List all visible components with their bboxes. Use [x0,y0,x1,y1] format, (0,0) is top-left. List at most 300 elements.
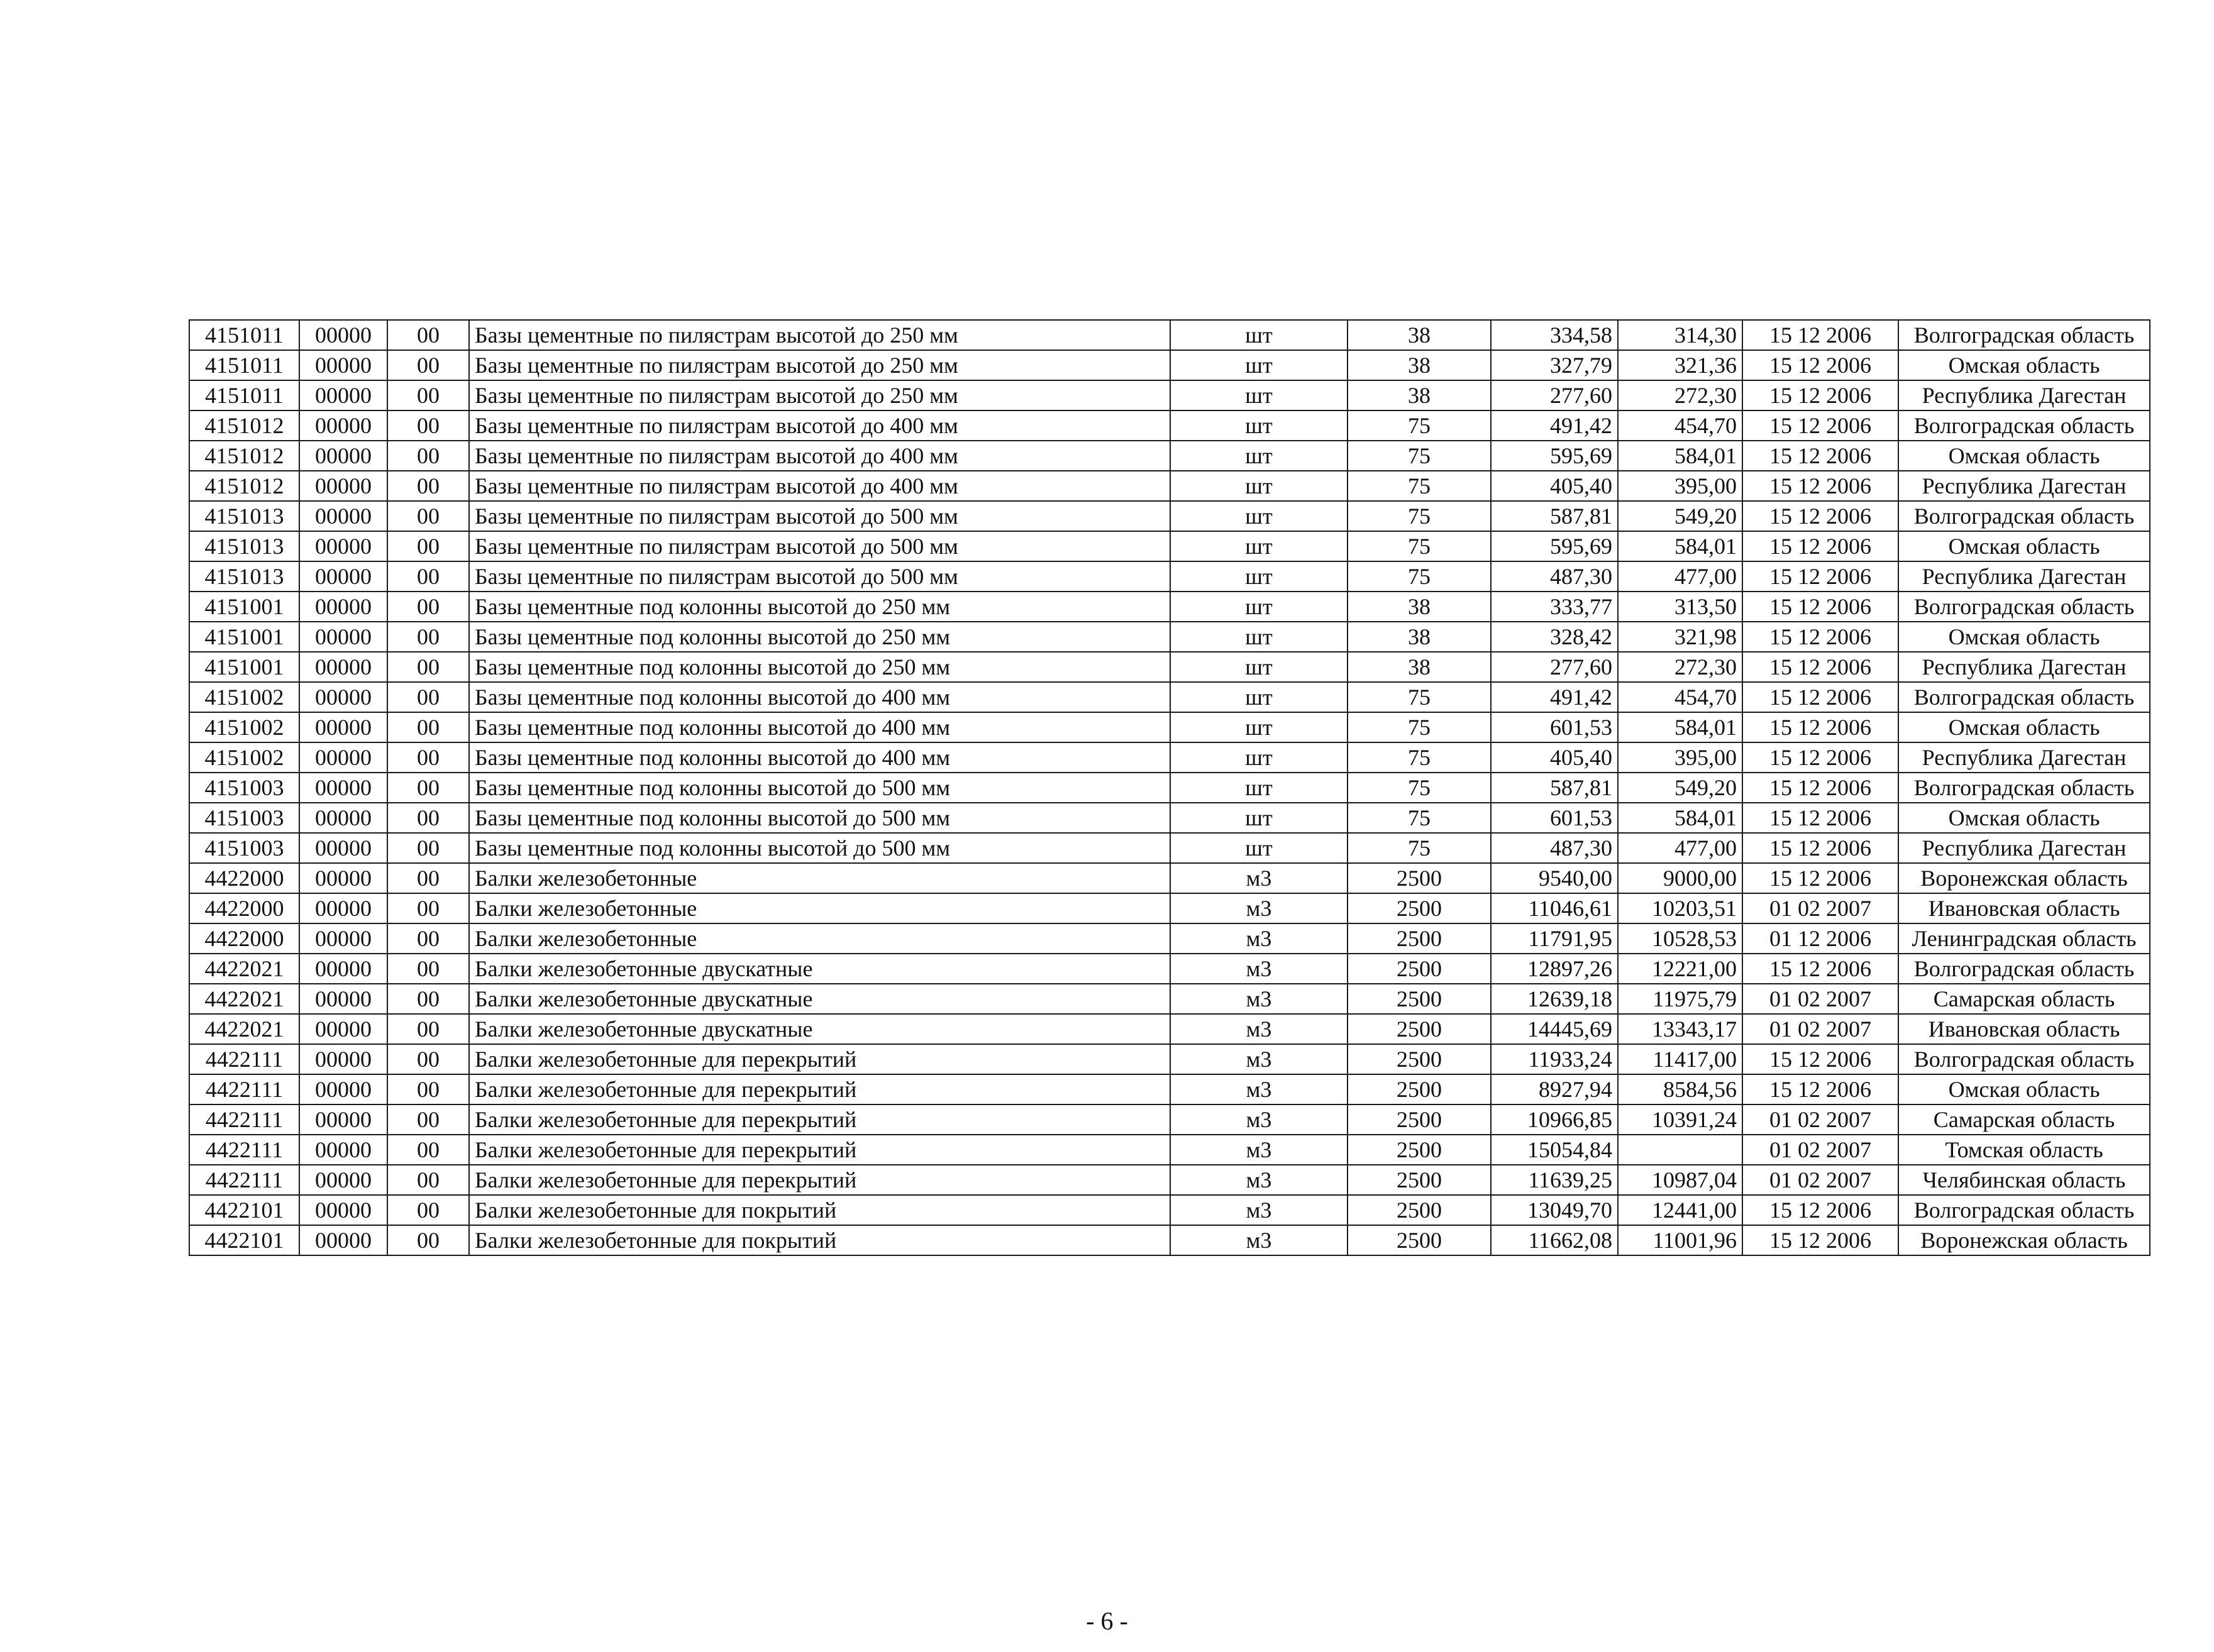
table-row [189,863,2150,893]
quantity-cell: 75 [1348,712,1491,742]
quantity-cell: 2500 [1348,1195,1491,1225]
item-code-cell: 4151012 [189,441,299,471]
price-without-vat-cell: 9000,00 [1618,863,1742,893]
table-row [189,923,2150,954]
region-cell: Самарская область [1898,984,2150,1014]
price-without-vat-cell: 584,01 [1618,712,1742,742]
date-cell: 15 12 2006 [1742,410,1898,441]
sub-code-cell: 00000 [299,984,387,1014]
price-without-vat-cell: 584,01 [1618,803,1742,833]
product-name-cell: Базы цементные по пилястрам высотой до 250 мм [469,350,1170,380]
variant-code-cell: 00 [387,773,469,803]
quantity-cell: 2500 [1348,1044,1491,1074]
quantity-cell: 38 [1348,652,1491,682]
unit-cell: шт [1170,501,1348,531]
product-name-cell: Балки железобетонные для перекрытий [469,1165,1170,1195]
price-with-vat-cell: 595,69 [1491,441,1618,471]
sub-code-cell: 00000 [299,1165,387,1195]
date-cell: 15 12 2006 [1742,320,1898,350]
price-with-vat-cell: 601,53 [1491,803,1618,833]
item-code-cell: 4151011 [189,380,299,410]
region-cell: Омская область [1898,712,2150,742]
unit-cell: шт [1170,471,1348,501]
product-name-cell: Базы цементные под колонны высотой до 500 мм [469,773,1170,803]
price-with-vat-cell: 12897,26 [1491,954,1618,984]
price-without-vat-cell: 11975,79 [1618,984,1742,1014]
quantity-cell: 75 [1348,471,1491,501]
table-row [189,1225,2150,1255]
date-cell: 15 12 2006 [1742,501,1898,531]
price-without-vat-cell: 11001,96 [1618,1225,1742,1255]
unit-cell: шт [1170,531,1348,561]
item-code-cell: 4151013 [189,531,299,561]
item-code-cell: 4151001 [189,622,299,652]
variant-code-cell: 00 [387,1104,469,1135]
table-row [189,592,2150,622]
variant-code-cell: 00 [387,531,469,561]
region-cell: Ленинградская область [1898,923,2150,954]
quantity-cell: 38 [1348,380,1491,410]
quantity-cell: 2500 [1348,1014,1491,1044]
quantity-cell: 38 [1348,350,1491,380]
table-row [189,380,2150,410]
quantity-cell: 75 [1348,742,1491,773]
price-table [189,319,2150,1256]
unit-cell: шт [1170,712,1348,742]
region-cell: Волгоградская область [1898,501,2150,531]
sub-code-cell: 00000 [299,803,387,833]
sub-code-cell: 00000 [299,1014,387,1044]
price-without-vat-cell: 454,70 [1618,410,1742,441]
unit-cell: м3 [1170,1044,1348,1074]
item-code-cell: 4422000 [189,893,299,923]
table-row [189,652,2150,682]
quantity-cell: 38 [1348,320,1491,350]
unit-cell: шт [1170,773,1348,803]
price-with-vat-cell: 12639,18 [1491,984,1618,1014]
item-code-cell: 4151003 [189,773,299,803]
item-code-cell: 4422000 [189,923,299,954]
price-without-vat-cell: 584,01 [1618,441,1742,471]
variant-code-cell: 00 [387,1165,469,1195]
product-name-cell: Балки железобетонные двускатные [469,984,1170,1014]
product-name-cell: Балки железобетонные для покрытий [469,1195,1170,1225]
price-with-vat-cell: 491,42 [1491,682,1618,712]
product-name-cell: Балки железобетонные для покрытий [469,1225,1170,1255]
item-code-cell: 4151011 [189,320,299,350]
unit-cell: м3 [1170,1104,1348,1135]
price-with-vat-cell: 405,40 [1491,742,1618,773]
item-code-cell: 4151002 [189,712,299,742]
region-cell: Томская область [1898,1135,2150,1165]
sub-code-cell: 00000 [299,863,387,893]
region-cell: Республика Дагестан [1898,471,2150,501]
region-cell: Омская область [1898,1074,2150,1104]
quantity-cell: 75 [1348,501,1491,531]
quantity-cell: 75 [1348,682,1491,712]
date-cell: 15 12 2006 [1742,561,1898,592]
variant-code-cell: 00 [387,712,469,742]
product-name-cell: Базы цементные по пилястрам высотой до 500 мм [469,561,1170,592]
variant-code-cell: 00 [387,984,469,1014]
quantity-cell: 2500 [1348,954,1491,984]
price-with-vat-cell: 11791,95 [1491,923,1618,954]
price-with-vat-cell: 587,81 [1491,501,1618,531]
table-row [189,1165,2150,1195]
sub-code-cell: 00000 [299,1195,387,1225]
table-row [189,742,2150,773]
region-cell: Волгоградская область [1898,682,2150,712]
date-cell: 15 12 2006 [1742,954,1898,984]
unit-cell: шт [1170,622,1348,652]
sub-code-cell: 00000 [299,441,387,471]
table-row [189,561,2150,592]
price-with-vat-cell: 11639,25 [1491,1165,1618,1195]
price-without-vat-cell: 477,00 [1618,561,1742,592]
date-cell: 01 02 2007 [1742,1135,1898,1165]
price-with-vat-cell: 601,53 [1491,712,1618,742]
unit-cell: м3 [1170,893,1348,923]
price-with-vat-cell: 595,69 [1491,531,1618,561]
region-cell: Волгоградская область [1898,410,2150,441]
item-code-cell: 4151013 [189,561,299,592]
table-row [189,622,2150,652]
quantity-cell: 38 [1348,592,1491,622]
date-cell: 15 12 2006 [1742,1225,1898,1255]
date-cell: 15 12 2006 [1742,682,1898,712]
sub-code-cell: 00000 [299,1044,387,1074]
item-code-cell: 4151012 [189,471,299,501]
price-without-vat-cell: 321,36 [1618,350,1742,380]
product-name-cell: Балки железобетонные для перекрытий [469,1104,1170,1135]
price-with-vat-cell: 487,30 [1491,833,1618,863]
price-with-vat-cell: 11046,61 [1491,893,1618,923]
item-code-cell: 4422101 [189,1195,299,1225]
table-row [189,1014,2150,1044]
date-cell: 01 02 2007 [1742,893,1898,923]
date-cell: 15 12 2006 [1742,803,1898,833]
sub-code-cell: 00000 [299,833,387,863]
variant-code-cell: 00 [387,954,469,984]
price-without-vat-cell: 10203,51 [1618,893,1742,923]
product-name-cell: Базы цементные под колонны высотой до 400 мм [469,682,1170,712]
region-cell: Республика Дагестан [1898,742,2150,773]
table-row [189,531,2150,561]
price-without-vat-cell: 13343,17 [1618,1014,1742,1044]
price-with-vat-cell: 10966,85 [1491,1104,1618,1135]
price-with-vat-cell: 8927,94 [1491,1074,1618,1104]
region-cell: Ивановская область [1898,1014,2150,1044]
variant-code-cell: 00 [387,410,469,441]
price-with-vat-cell: 328,42 [1491,622,1618,652]
date-cell: 15 12 2006 [1742,863,1898,893]
date-cell: 01 02 2007 [1742,1014,1898,1044]
sub-code-cell: 00000 [299,380,387,410]
product-name-cell: Базы цементные по пилястрам высотой до 500 мм [469,501,1170,531]
price-without-vat-cell: 10987,04 [1618,1165,1742,1195]
item-code-cell: 4151013 [189,501,299,531]
unit-cell: м3 [1170,1014,1348,1044]
product-name-cell: Балки железобетонные двускатные [469,1014,1170,1044]
price-with-vat-cell: 327,79 [1491,350,1618,380]
quantity-cell: 75 [1348,441,1491,471]
quantity-cell: 2500 [1348,923,1491,954]
sub-code-cell: 00000 [299,652,387,682]
region-cell: Волгоградская область [1898,954,2150,984]
sub-code-cell: 00000 [299,501,387,531]
price-without-vat-cell: 395,00 [1618,471,1742,501]
quantity-cell: 75 [1348,531,1491,561]
date-cell: 15 12 2006 [1742,471,1898,501]
variant-code-cell: 00 [387,622,469,652]
variant-code-cell: 00 [387,652,469,682]
sub-code-cell: 00000 [299,1104,387,1135]
product-name-cell: Балки железобетонные двускатные [469,954,1170,984]
price-with-vat-cell: 491,42 [1491,410,1618,441]
unit-cell: шт [1170,350,1348,380]
date-cell: 15 12 2006 [1742,592,1898,622]
variant-code-cell: 00 [387,320,469,350]
date-cell: 15 12 2006 [1742,531,1898,561]
product-name-cell: Балки железобетонные [469,863,1170,893]
price-without-vat-cell: 454,70 [1618,682,1742,712]
sub-code-cell: 00000 [299,682,387,712]
table-row [189,984,2150,1014]
date-cell: 15 12 2006 [1742,712,1898,742]
region-cell: Воронежская область [1898,1225,2150,1255]
variant-code-cell: 00 [387,350,469,380]
region-cell: Волгоградская область [1898,1195,2150,1225]
date-cell: 15 12 2006 [1742,773,1898,803]
unit-cell: м3 [1170,1074,1348,1104]
unit-cell: м3 [1170,923,1348,954]
variant-code-cell: 00 [387,1074,469,1104]
unit-cell: шт [1170,380,1348,410]
quantity-cell: 2500 [1348,1225,1491,1255]
price-without-vat-cell: 314,30 [1618,320,1742,350]
product-name-cell: Базы цементные под колонны высотой до 250 мм [469,622,1170,652]
variant-code-cell: 00 [387,1014,469,1044]
quantity-cell: 75 [1348,803,1491,833]
unit-cell: м3 [1170,1165,1348,1195]
variant-code-cell: 00 [387,380,469,410]
product-name-cell: Базы цементные по пилястрам высотой до 250 мм [469,320,1170,350]
product-name-cell: Базы цементные по пилястрам высотой до 400 мм [469,410,1170,441]
sub-code-cell: 00000 [299,773,387,803]
variant-code-cell: 00 [387,833,469,863]
item-code-cell: 4422111 [189,1135,299,1165]
unit-cell: м3 [1170,984,1348,1014]
date-cell: 15 12 2006 [1742,742,1898,773]
variant-code-cell: 00 [387,1044,469,1074]
price-without-vat-cell: 549,20 [1618,501,1742,531]
variant-code-cell: 00 [387,742,469,773]
item-code-cell: 4422111 [189,1104,299,1135]
table-row [189,471,2150,501]
region-cell: Республика Дагестан [1898,652,2150,682]
product-name-cell: Базы цементные под колонны высотой до 400 мм [469,742,1170,773]
table-row [189,1074,2150,1104]
unit-cell: м3 [1170,1195,1348,1225]
product-name-cell: Балки железобетонные для перекрытий [469,1044,1170,1074]
quantity-cell: 75 [1348,410,1491,441]
sub-code-cell: 00000 [299,622,387,652]
item-code-cell: 4422021 [189,984,299,1014]
price-with-vat-cell: 11662,08 [1491,1225,1618,1255]
sub-code-cell: 00000 [299,471,387,501]
price-with-vat-cell: 487,30 [1491,561,1618,592]
quantity-cell: 2500 [1348,984,1491,1014]
product-name-cell: Базы цементные по пилястрам высотой до 250 мм [469,380,1170,410]
sub-code-cell: 00000 [299,742,387,773]
unit-cell: шт [1170,833,1348,863]
region-cell: Волгоградская область [1898,592,2150,622]
date-cell: 15 12 2006 [1742,380,1898,410]
date-cell: 15 12 2006 [1742,622,1898,652]
price-with-vat-cell: 405,40 [1491,471,1618,501]
table-row [189,803,2150,833]
price-without-vat-cell: 10528,53 [1618,923,1742,954]
region-cell: Республика Дагестан [1898,561,2150,592]
unit-cell: м3 [1170,863,1348,893]
table-row [189,893,2150,923]
variant-code-cell: 00 [387,561,469,592]
table-row [189,1195,2150,1225]
date-cell: 15 12 2006 [1742,1044,1898,1074]
price-without-vat-cell: 12441,00 [1618,1195,1742,1225]
price-with-vat-cell: 277,60 [1491,652,1618,682]
region-cell: Ивановская область [1898,893,2150,923]
quantity-cell: 2500 [1348,1074,1491,1104]
price-with-vat-cell: 11933,24 [1491,1044,1618,1074]
region-cell: Волгоградская область [1898,1044,2150,1074]
price-table-container [189,319,2149,1256]
price-with-vat-cell: 14445,69 [1491,1014,1618,1044]
region-cell: Самарская область [1898,1104,2150,1135]
sub-code-cell: 00000 [299,561,387,592]
price-with-vat-cell: 15054,84 [1491,1135,1618,1165]
table-row [189,350,2150,380]
product-name-cell: Базы цементные под колонны высотой до 400 мм [469,712,1170,742]
price-without-vat-cell [1618,1135,1742,1165]
price-with-vat-cell: 277,60 [1491,380,1618,410]
region-cell: Омская область [1898,803,2150,833]
price-with-vat-cell: 333,77 [1491,592,1618,622]
sub-code-cell: 00000 [299,923,387,954]
item-code-cell: 4422021 [189,1014,299,1044]
price-without-vat-cell: 11417,00 [1618,1044,1742,1074]
price-with-vat-cell: 13049,70 [1491,1195,1618,1225]
item-code-cell: 4422000 [189,863,299,893]
item-code-cell: 4151003 [189,803,299,833]
region-cell: Омская область [1898,531,2150,561]
unit-cell: шт [1170,682,1348,712]
product-name-cell: Балки железобетонные для перекрытий [469,1074,1170,1104]
region-cell: Челябинская область [1898,1165,2150,1195]
region-cell: Волгоградская область [1898,320,2150,350]
price-without-vat-cell: 8584,56 [1618,1074,1742,1104]
price-without-vat-cell: 477,00 [1618,833,1742,863]
item-code-cell: 4151001 [189,652,299,682]
date-cell: 01 02 2007 [1742,984,1898,1014]
table-row [189,833,2150,863]
variant-code-cell: 00 [387,1225,469,1255]
date-cell: 15 12 2006 [1742,1074,1898,1104]
sub-code-cell: 00000 [299,592,387,622]
item-code-cell: 4422111 [189,1165,299,1195]
price-without-vat-cell: 12221,00 [1618,954,1742,984]
quantity-cell: 75 [1348,561,1491,592]
variant-code-cell: 00 [387,471,469,501]
item-code-cell: 4151001 [189,592,299,622]
unit-cell: шт [1170,803,1348,833]
variant-code-cell: 00 [387,923,469,954]
date-cell: 01 02 2007 [1742,1165,1898,1195]
price-without-vat-cell: 395,00 [1618,742,1742,773]
unit-cell: шт [1170,652,1348,682]
item-code-cell: 4422111 [189,1044,299,1074]
variant-code-cell: 00 [387,803,469,833]
item-code-cell: 4422101 [189,1225,299,1255]
variant-code-cell: 00 [387,1135,469,1165]
variant-code-cell: 00 [387,441,469,471]
date-cell: 15 12 2006 [1742,1195,1898,1225]
price-without-vat-cell: 10391,24 [1618,1104,1742,1135]
unit-cell: шт [1170,441,1348,471]
region-cell: Волгоградская область [1898,773,2150,803]
quantity-cell: 2500 [1348,1135,1491,1165]
item-code-cell: 4151011 [189,350,299,380]
date-cell: 01 12 2006 [1742,923,1898,954]
product-name-cell: Базы цементные под колонны высотой до 500 мм [469,833,1170,863]
variant-code-cell: 00 [387,501,469,531]
date-cell: 15 12 2006 [1742,350,1898,380]
table-row [189,773,2150,803]
product-name-cell: Базы цементные под колонны высотой до 500 мм [469,803,1170,833]
quantity-cell: 75 [1348,833,1491,863]
table-row [189,320,2150,350]
table-row [189,1104,2150,1135]
table-row [189,682,2150,712]
item-code-cell: 4151002 [189,742,299,773]
variant-code-cell: 00 [387,893,469,923]
sub-code-cell: 00000 [299,712,387,742]
sub-code-cell: 00000 [299,1074,387,1104]
quantity-cell: 75 [1348,773,1491,803]
price-with-vat-cell: 587,81 [1491,773,1618,803]
region-cell: Омская область [1898,441,2150,471]
table-row [189,712,2150,742]
product-name-cell: Базы цементные под колонны высотой до 250 мм [469,592,1170,622]
region-cell: Воронежская область [1898,863,2150,893]
unit-cell: шт [1170,561,1348,592]
item-code-cell: 4151002 [189,682,299,712]
sub-code-cell: 00000 [299,893,387,923]
date-cell: 15 12 2006 [1742,652,1898,682]
variant-code-cell: 00 [387,863,469,893]
product-name-cell: Базы цементные по пилястрам высотой до 400 мм [469,441,1170,471]
variant-code-cell: 00 [387,592,469,622]
product-name-cell: Базы цементные по пилястрам высотой до 400 мм [469,471,1170,501]
sub-code-cell: 00000 [299,350,387,380]
table-row [189,441,2150,471]
sub-code-cell: 00000 [299,954,387,984]
table-row [189,954,2150,984]
sub-code-cell: 00000 [299,531,387,561]
variant-code-cell: 00 [387,682,469,712]
unit-cell: шт [1170,410,1348,441]
price-without-vat-cell: 321,98 [1618,622,1742,652]
